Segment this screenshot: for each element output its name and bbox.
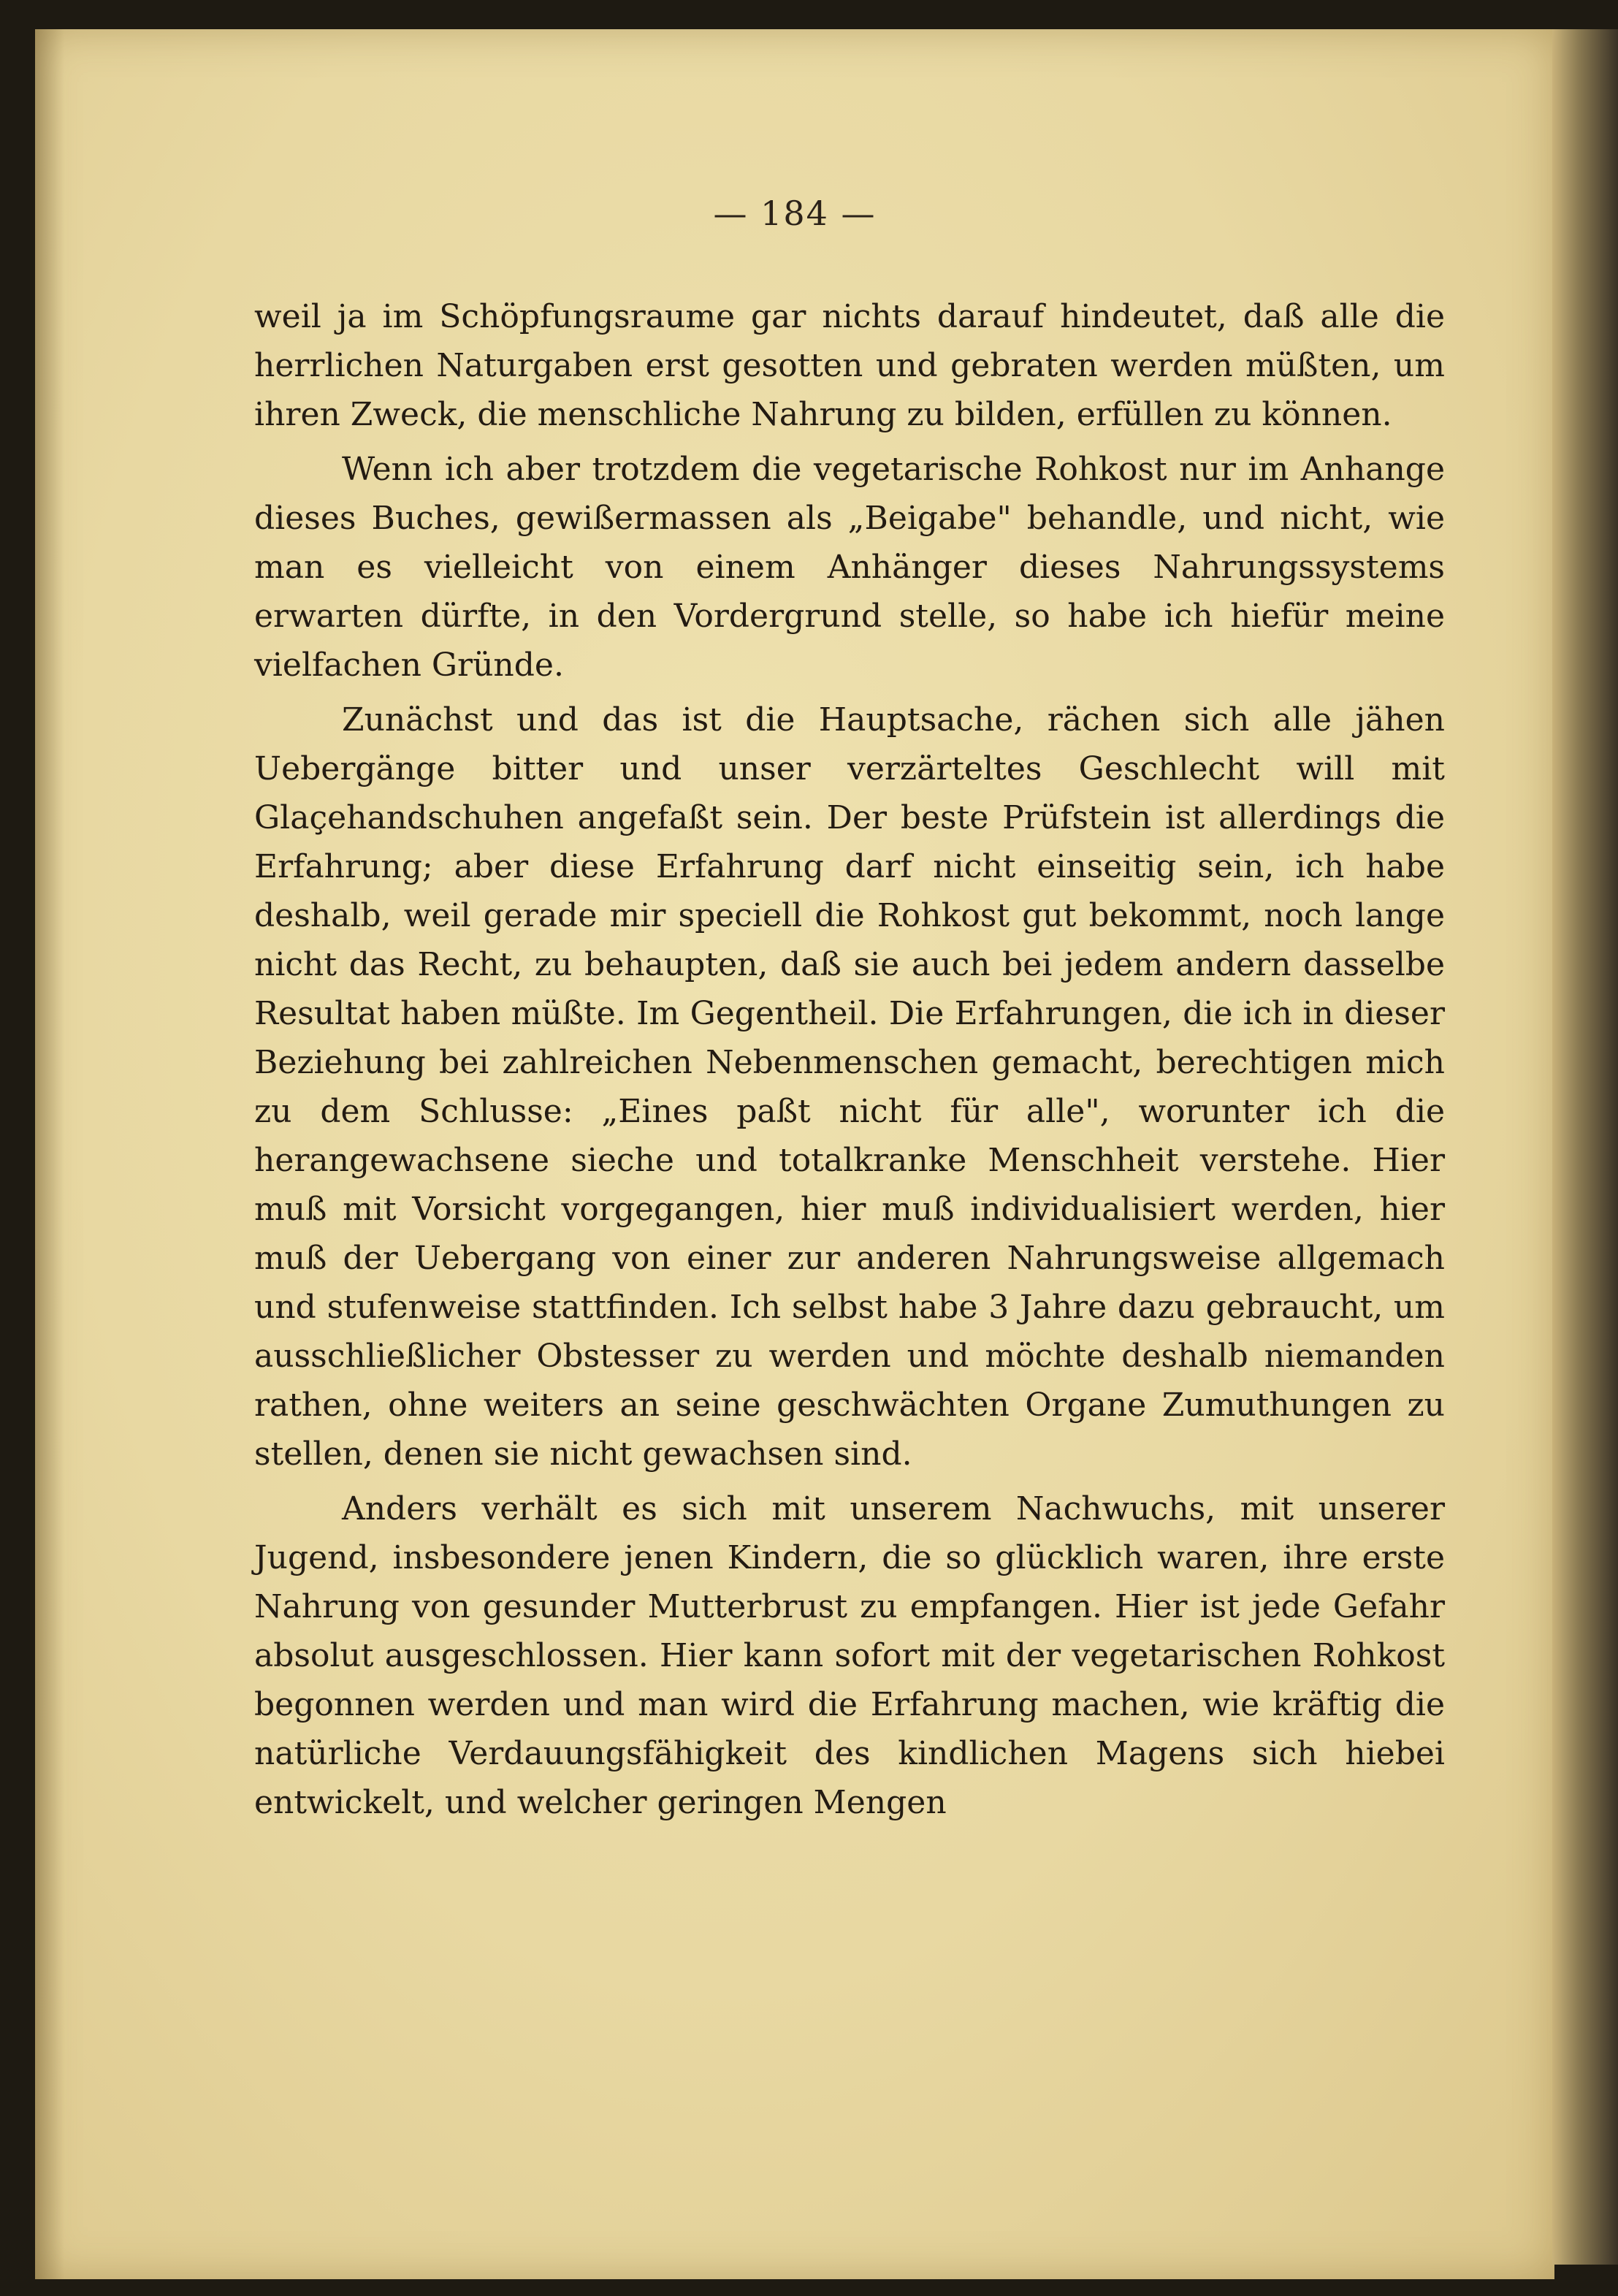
page-gutter-shadow xyxy=(35,29,64,2279)
paragraph-3: Zunächst und das ist die Hauptsache, rächen sich alle jähen Uebergänge bitter und unser verzärteltes Geschlecht will mit Glaçehandschuhen angefaßt sein. Der beste Prüfstein ist allerdings die Erfahrung; aber diese Erfahrung darf nicht einseitig sein, ich habe deshalb, weil gerade mir speciell die Rohkost gut bekommt, noch lange nicht das Recht, zu behaupten, daß sie auch bei jedem andern dasselbe Resultat haben müßte. Im Gegentheil. Die Erfahrungen, die ich in dieser Beziehung bei zahlreichen Nebenmenschen gemacht, berechtigen mich zu dem Schlusse: „Eines paßt nicht für alle", worunter ich die herangewachsene sieche und totalkranke Menschheit verstehe. Hier muß mit Vorsicht vorgegangen, hier muß individualisiert werden, hier muß der Uebergang von einer zur anderen Nahrungsweise allgemach und stufenweise stattfinden. Ich selbst habe 3 Jahre dazu gebraucht, um ausschließlicher Obstesser zu werden und möchte deshalb niemanden rathen, ohne weiters an seine geschwächten Organe Zumuthungen zu stellen, denen sie nicht gewachsen sind. xyxy=(254,701,1445,1473)
body-text xyxy=(254,292,1445,1827)
page-number: — 184 — xyxy=(713,194,877,233)
book-edge xyxy=(1552,29,1618,2265)
paper-page xyxy=(35,29,1554,2279)
paragraph-4: Anders verhält es sich mit unserem Nachwuchs, mit unserer Jugend, insbesondere jenen Kindern, die so glücklich waren, ihre erste Nahrung von gesunder Mutterbrust zu empfangen. Hier ist jede Gefahr absolut ausgeschlossen. Hier kann sofort mit der vegetarischen Rohkost begonnen werden und man wird die Erfahrung machen, wie kräftig die natürliche Verdauungsfähigkeit des kindlichen Magens sich hiebei entwickelt, und welcher geringen Mengen xyxy=(254,1490,1445,1821)
paragraph-1: weil ja im Schöpfungsraume gar nichts darauf hindeutet, daß alle die herrlichen Naturgaben erst gesotten und gebraten werden müßten, um ihren Zweck, die menschliche Nahrung zu bilden, erfüllen zu können. xyxy=(254,298,1445,433)
paragraph-2: Wenn ich aber trotzdem die vegetarische Rohkost nur im Anhange dieses Buches, gewißermassen als „Beigabe" behandle, und nicht, wie man es vielleicht von einem Anhänger dieses Nahrungssystems erwarten dürfte, in den Vordergrund stelle, so habe ich hiefür meine vielfachen Gründe. xyxy=(254,451,1445,684)
